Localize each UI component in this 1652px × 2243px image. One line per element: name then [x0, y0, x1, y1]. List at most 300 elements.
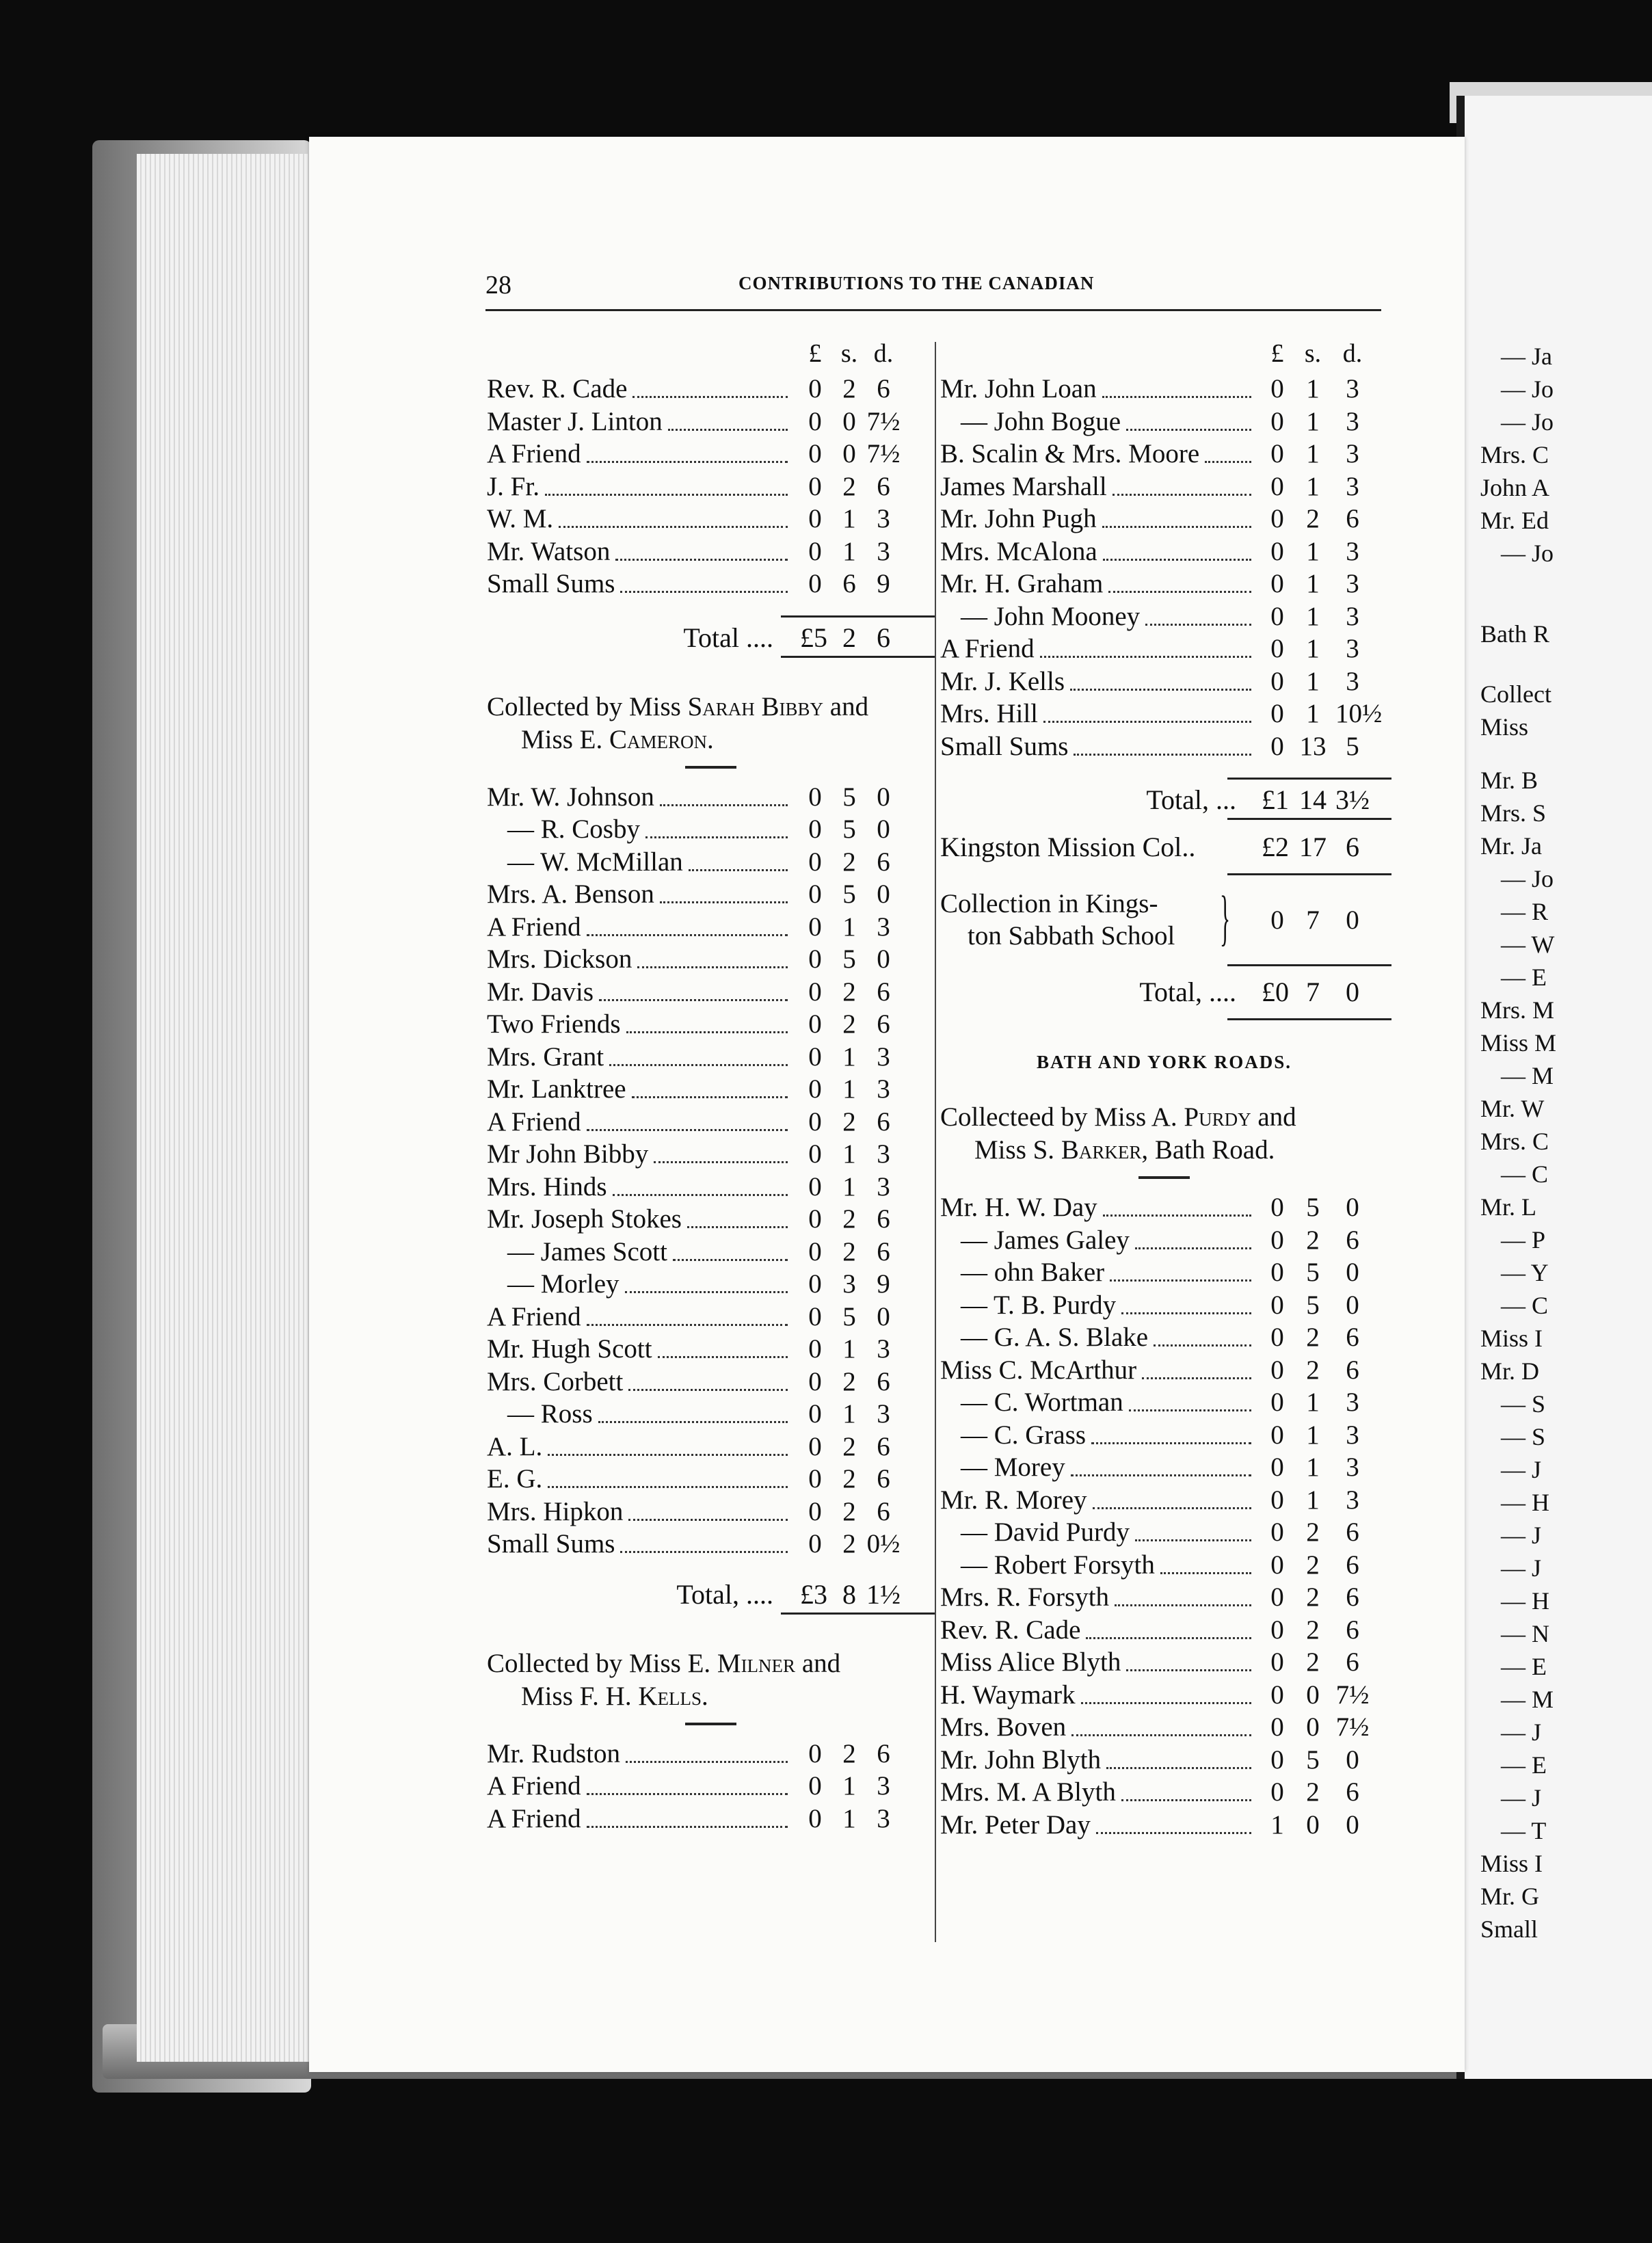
shillings-value: 2 — [842, 1204, 856, 1234]
contributor-name: — John Mooney — [961, 601, 1141, 631]
contributor-name: Two Friends — [487, 1009, 621, 1039]
facing-page-line: — Jo — [1501, 375, 1554, 403]
shillings-value: 2 — [1306, 1777, 1320, 1807]
pounds-value: 0 — [808, 814, 822, 844]
pence-value: 6 — [877, 847, 890, 877]
total-pence: 0 — [1346, 977, 1359, 1007]
facing-page-line: — S — [1501, 1390, 1546, 1418]
kingston-pence: 6 — [1346, 832, 1359, 862]
facing-page-line: — Jo — [1501, 865, 1554, 892]
contribution-row — [487, 1463, 935, 1496]
contributor-name: Mr. Rudston — [487, 1738, 621, 1768]
heading-pence: d. — [873, 339, 894, 368]
leader-dots — [1142, 1364, 1251, 1379]
shillings-value: 1 — [1306, 601, 1320, 631]
facing-page-line: — E — [1501, 1751, 1547, 1779]
shillings-value: 0 — [842, 406, 856, 436]
shillings-value: 1 — [1306, 1388, 1320, 1417]
shillings-value: 2 — [1306, 1517, 1320, 1547]
pounds-value: 0 — [1270, 1712, 1284, 1742]
pence-value: 3 — [1346, 666, 1359, 696]
pence-value: 3 — [1346, 374, 1359, 403]
pence-value: 6 — [877, 1009, 890, 1039]
pence-value: 9 — [877, 569, 890, 598]
pounds-value: 0 — [1270, 374, 1284, 403]
separator-dash — [685, 1723, 736, 1725]
leader-dots — [1102, 382, 1251, 398]
shillings-value: 0 — [842, 439, 856, 468]
contributor-name: James Marshall — [940, 471, 1107, 501]
leader-dots — [673, 1245, 788, 1261]
collector-text: Miss E. — [521, 724, 609, 754]
pounds-value: 0 — [1270, 536, 1284, 566]
contributor-name: — Robert Forsyth — [961, 1550, 1155, 1580]
pence-value: 3 — [877, 1074, 890, 1104]
leader-dots — [598, 1407, 788, 1423]
leader-dots — [632, 382, 788, 398]
shillings-value: 2 — [842, 1366, 856, 1396]
contributor-name: Small Sums — [487, 1529, 615, 1558]
contribution-row — [487, 1268, 935, 1301]
brace-glyph: } — [1220, 884, 1231, 952]
leader-dots — [1081, 1688, 1251, 1704]
contributor-name: Mr. R. Morey — [940, 1485, 1087, 1515]
facing-page — [1456, 96, 1652, 2079]
pounds-value: 0 — [808, 1496, 822, 1526]
contributor-name: Mrs. R. Forsyth — [940, 1582, 1110, 1612]
collector-text: Miss F. H. — [521, 1681, 639, 1711]
contributor-name: — T. B. Purdy — [961, 1290, 1117, 1320]
pence-value: 3 — [1346, 536, 1359, 566]
leader-dots — [1108, 577, 1251, 593]
contributor-name: J. Fr. — [487, 471, 539, 501]
shillings-value: 1 — [842, 912, 856, 942]
pence-value: 3 — [877, 912, 890, 942]
collector-text: Collecteed by Miss A. — [940, 1102, 1184, 1132]
shillings-value: 5 — [842, 814, 856, 844]
pence-value: 6 — [1346, 1582, 1359, 1612]
shillings-value: 0 — [1306, 1809, 1320, 1840]
pence-value: 3 — [877, 1171, 890, 1202]
pounds-value: 0 — [1270, 1225, 1284, 1255]
contribution-row — [487, 406, 935, 438]
pounds-value: 0 — [808, 1041, 822, 1072]
shillings-value: 1 — [1306, 471, 1320, 501]
facing-page-line: — S — [1501, 1423, 1546, 1450]
pounds-value: 0 — [808, 1366, 822, 1396]
contribution-row — [940, 568, 1388, 600]
kingston-row — [940, 829, 1388, 865]
contributor-name: — John Bogue — [961, 406, 1121, 436]
contribution-row — [487, 1366, 935, 1398]
contribution-row — [487, 1496, 935, 1528]
facing-page-line: Mr. D — [1480, 1357, 1540, 1385]
shillings-value: 3 — [842, 1269, 856, 1299]
facing-page-line: — W — [1501, 931, 1555, 958]
contribution-row — [487, 846, 935, 879]
contributor-name: Miss C. McArthur — [940, 1355, 1137, 1385]
shillings-value: 2 — [1306, 504, 1320, 533]
collector-heading — [940, 1101, 1388, 1167]
shillings-value: 5 — [1306, 1258, 1320, 1287]
contributor-name: Mr. W. Johnson — [487, 782, 654, 812]
leader-dots — [1040, 642, 1251, 658]
left-column — [487, 339, 935, 1835]
contributor-name: W. M. — [487, 504, 554, 533]
pounds-value: 0 — [808, 1529, 822, 1558]
pence-value: 3 — [877, 1771, 890, 1801]
shillings-value: 5 — [842, 1301, 856, 1331]
separator-dash — [685, 766, 736, 769]
contribution-row — [487, 470, 935, 503]
contribution-row — [487, 1203, 935, 1236]
contributor-name: A Friend — [487, 912, 581, 942]
shillings-value: 1 — [1306, 569, 1320, 598]
subtotal-row — [487, 620, 935, 656]
leader-dots — [668, 415, 788, 431]
contributor-name: A Friend — [487, 1771, 581, 1801]
contribution-row — [487, 1738, 935, 1770]
leader-dots — [1205, 447, 1251, 463]
shillings-value: 5 — [842, 944, 856, 974]
contribution-row — [940, 1354, 1388, 1387]
contributor-name: Mr. John Loan — [940, 374, 1097, 403]
leader-dots — [1121, 1786, 1251, 1801]
leader-dots — [654, 1147, 788, 1163]
contributor-name: Mrs. Hill — [940, 699, 1039, 728]
contribution-row — [940, 1419, 1388, 1452]
subtotal-row — [487, 1577, 935, 1612]
contribution-list — [487, 781, 935, 1561]
leader-dots — [587, 920, 788, 936]
contribution-list — [940, 373, 1388, 762]
pence-value: 3 — [1346, 1420, 1359, 1450]
pence-value: 7½ — [1335, 1712, 1370, 1742]
pence-value: 5 — [1346, 731, 1359, 761]
facing-page-line: Mr. B — [1480, 767, 1538, 794]
pence-value: 3 — [1346, 569, 1359, 598]
kingston-shillings: 17 — [1299, 832, 1327, 862]
pence-value: 6 — [1346, 1517, 1359, 1547]
pence-value: 6 — [877, 471, 890, 501]
collector-text: and — [823, 691, 869, 721]
contributor-name: A Friend — [487, 1301, 581, 1331]
shillings-value: 1 — [1306, 666, 1320, 696]
total-shillings: 8 — [842, 1578, 856, 1610]
leader-dots — [1121, 1299, 1251, 1314]
contribution-row — [940, 1646, 1388, 1679]
shillings-value: 1 — [1306, 699, 1320, 728]
facing-page-line: — C — [1501, 1292, 1549, 1319]
shillings-value: 2 — [842, 977, 856, 1007]
leader-dots — [609, 1050, 788, 1066]
shillings-value: 1 — [1306, 634, 1320, 663]
leader-dots — [658, 1342, 788, 1358]
total-pounds: £0 — [1262, 977, 1289, 1007]
contributor-name: Rev. R. Cade — [940, 1615, 1081, 1645]
pounds-value: 0 — [1270, 1582, 1284, 1612]
leader-dots — [1096, 1818, 1251, 1834]
shillings-value: 2 — [842, 847, 856, 877]
pounds-value: 0 — [1270, 1680, 1284, 1710]
contribution-row — [487, 568, 935, 600]
contribution-row — [487, 781, 935, 814]
pence-value: 3 — [1346, 601, 1359, 631]
leader-dots — [620, 1537, 788, 1553]
pence-value: 6 — [877, 1236, 890, 1266]
facing-page-line: Mr. W — [1480, 1095, 1545, 1122]
pence-value: 0 — [877, 1301, 890, 1331]
pounds-value: 0 — [1270, 1550, 1284, 1580]
pence-value: 6 — [1346, 1550, 1359, 1580]
pounds-value: 0 — [808, 782, 822, 812]
contributor-name: Mr. Joseph Stokes — [487, 1204, 682, 1234]
leader-dots — [1145, 610, 1251, 626]
facing-page-line: Small — [1480, 1915, 1538, 1943]
leader-dots — [1093, 1494, 1251, 1509]
pounds-value: 0 — [808, 912, 822, 942]
pounds-value: 0 — [808, 1074, 822, 1104]
shillings-value: 1 — [842, 1803, 856, 1833]
pounds-value: 0 — [808, 406, 822, 436]
column-divider — [935, 342, 936, 1942]
contributor-name: Mrs. Corbett — [487, 1366, 624, 1396]
shillings-value: 1 — [1306, 1452, 1320, 1482]
pence-value: 9 — [877, 1269, 890, 1299]
header-rule — [485, 309, 1381, 311]
pounds-value: 0 — [808, 1301, 822, 1331]
facing-page-line: — J — [1501, 1784, 1542, 1811]
contribution-row — [940, 1679, 1388, 1712]
contributor-name: A Friend — [940, 634, 1035, 663]
contributor-name: — ohn Baker — [961, 1258, 1105, 1287]
contributor-name: — Morey — [961, 1452, 1065, 1482]
contributor-name: Mrs. Hipkon — [487, 1496, 624, 1526]
pence-value: 6 — [1346, 1323, 1359, 1352]
collector-heading — [487, 1647, 935, 1713]
pounds-value: 0 — [808, 1431, 822, 1461]
shillings-value: 1 — [842, 536, 856, 566]
shillings-value: 2 — [842, 1529, 856, 1558]
pence-value: 3 — [877, 1334, 890, 1364]
collector-heading — [487, 691, 935, 756]
shillings-value: 5 — [1306, 1193, 1320, 1222]
pence-value: 6 — [877, 977, 890, 1007]
shillings-value: 1 — [842, 504, 856, 533]
collector-text: and — [795, 1648, 841, 1678]
collector-name: Milner — [717, 1648, 796, 1678]
contributor-name: Mr. John Pugh — [940, 504, 1097, 533]
shillings-value: 6 — [842, 569, 856, 598]
leader-dots — [599, 985, 788, 1001]
pence-value: 3 — [877, 1399, 890, 1429]
contribution-row — [940, 1809, 1388, 1842]
contributor-name: Mr. H. W. Day — [940, 1193, 1097, 1222]
contribution-row — [940, 1289, 1388, 1322]
contribution-row — [487, 1073, 935, 1106]
pence-value: 0 — [877, 814, 890, 844]
leader-dots — [620, 577, 788, 593]
heading-shillings: s. — [1304, 339, 1322, 368]
contributor-name: A Friend — [487, 1803, 581, 1833]
leader-dots — [1110, 1266, 1251, 1282]
total-pounds: £3 — [800, 1578, 827, 1610]
contribution-row — [487, 1431, 935, 1463]
heading-pounds: £ — [1270, 339, 1284, 368]
leader-dots — [559, 512, 788, 528]
contribution-row — [487, 976, 935, 1009]
pence-value: 3 — [1346, 1485, 1359, 1515]
pounds-value: 0 — [808, 1464, 822, 1494]
shillings-value: 1 — [842, 1771, 856, 1801]
pence-value: 3 — [877, 1139, 890, 1169]
pence-value: 6 — [1346, 1647, 1359, 1677]
contribution-list — [487, 373, 935, 600]
contribution-row — [940, 600, 1388, 633]
pounds-value: 0 — [808, 569, 822, 598]
contribution-row — [487, 503, 935, 535]
shillings-value: 1 — [842, 1139, 856, 1169]
facing-page-line: — R — [1501, 898, 1549, 925]
total-pence: 3½ — [1335, 784, 1370, 815]
pence-value: 6 — [877, 1204, 890, 1234]
facing-page-line: John A — [1480, 474, 1550, 501]
shillings-value: 1 — [1306, 374, 1320, 403]
pounds-value: 0 — [808, 977, 822, 1007]
collector-name: Sarah Bibby — [687, 691, 824, 721]
pence-value: 0 — [1346, 1258, 1359, 1287]
contributor-name: Mr. John Blyth — [940, 1744, 1102, 1775]
pounds-value: 0 — [808, 1738, 822, 1768]
pence-value: 6 — [1346, 1225, 1359, 1255]
leader-dots — [637, 953, 788, 968]
collector-text: Collected by Miss — [487, 691, 688, 721]
pounds-value: 0 — [1270, 634, 1284, 663]
leader-dots — [687, 1212, 788, 1228]
pounds-value: 0 — [808, 504, 822, 533]
subtotal-row — [940, 974, 1388, 1010]
facing-page-line: Mrs. S — [1480, 799, 1547, 827]
total-label: Total, .... — [1139, 977, 1236, 1007]
contribution-row — [487, 813, 935, 846]
collector-name: Purdy — [1184, 1102, 1251, 1132]
leader-dots — [1113, 480, 1251, 496]
contribution-list — [940, 1191, 1388, 1841]
pounds-value: 0 — [808, 374, 822, 403]
sabbath-pence: 0 — [1346, 905, 1359, 935]
pounds-value: 0 — [808, 1803, 822, 1833]
contributor-name: — R. Cosby — [507, 814, 640, 844]
collector-text: and — [1251, 1102, 1296, 1132]
kingston-pounds: £2 — [1262, 832, 1289, 862]
contribution-row — [487, 1770, 935, 1803]
shillings-value: 1 — [1306, 536, 1320, 566]
pence-value: 7½ — [1335, 1680, 1370, 1710]
pence-value: 0 — [1346, 1193, 1359, 1222]
column-headings — [487, 339, 935, 373]
facing-page-line: — J — [1501, 1554, 1542, 1582]
contribution-row — [940, 470, 1388, 503]
contribution-row — [487, 1301, 935, 1333]
contribution-row — [940, 1224, 1388, 1257]
pounds-value: 0 — [1270, 1420, 1284, 1450]
contributor-name: — G. A. S. Blake — [961, 1323, 1149, 1352]
pence-value: 0½ — [866, 1529, 901, 1558]
shillings-value: 5 — [1306, 1290, 1320, 1320]
pounds-value: 0 — [808, 879, 822, 909]
contribution-row — [940, 1386, 1388, 1419]
pounds-value: 0 — [808, 536, 822, 566]
contributor-name: — Ross — [507, 1399, 593, 1429]
shillings-value: 1 — [842, 1171, 856, 1202]
leader-dots — [1135, 1234, 1251, 1249]
contribution-row — [487, 1333, 935, 1366]
contribution-row — [940, 665, 1388, 698]
contributor-name: Master J. Linton — [487, 406, 663, 436]
pounds-value: 0 — [808, 1269, 822, 1299]
facing-page-line: — E — [1501, 964, 1547, 991]
shillings-value: 1 — [842, 1399, 856, 1429]
shillings-value: 2 — [1306, 1355, 1320, 1385]
leader-dots — [548, 1440, 788, 1456]
pence-value: 6 — [877, 374, 890, 403]
shillings-value: 1 — [1306, 439, 1320, 468]
contributor-name: — C. Grass — [961, 1420, 1087, 1450]
collector-text: Collected by Miss E. — [487, 1648, 717, 1678]
shillings-value: 2 — [1306, 1323, 1320, 1352]
contribution-row — [487, 1008, 935, 1041]
contributor-name: Mr. J. Kells — [940, 666, 1065, 696]
contribution-row — [940, 1744, 1388, 1777]
contribution-row — [487, 1106, 935, 1139]
pounds-value: 0 — [1270, 699, 1284, 728]
pence-value: 10½ — [1335, 699, 1383, 728]
leader-dots — [660, 888, 788, 903]
contributor-name: Rev. R. Cade — [487, 374, 628, 403]
pence-value: 3 — [1346, 439, 1359, 468]
pounds-value: 0 — [808, 1771, 822, 1801]
total-pence: 6 — [877, 622, 890, 653]
column-headings — [940, 339, 1388, 373]
leader-dots — [1106, 1753, 1251, 1769]
facing-page-line: Miss M — [1480, 1029, 1557, 1057]
contribution-row — [487, 878, 935, 911]
pence-value: 6 — [1346, 504, 1359, 533]
pounds-value: 0 — [1270, 1647, 1284, 1677]
shillings-value: 2 — [842, 374, 856, 403]
leader-dots — [613, 1180, 788, 1196]
contributor-name: Mrs. M. A Blyth — [940, 1777, 1116, 1807]
contribution-row — [940, 1451, 1388, 1484]
shillings-value: 5 — [842, 879, 856, 909]
facing-page-line: Miss I — [1480, 1850, 1543, 1877]
pence-value: 3 — [877, 1803, 890, 1833]
pounds-value: 0 — [808, 1204, 822, 1234]
pounds-value: 0 — [808, 1139, 822, 1169]
shillings-value: 2 — [1306, 1582, 1320, 1612]
leader-dots — [1086, 1623, 1251, 1639]
shillings-value: 2 — [1306, 1615, 1320, 1645]
collector-name: Barker — [1061, 1135, 1142, 1165]
contribution-row — [940, 1484, 1388, 1517]
shillings-value: 2 — [842, 1464, 856, 1494]
pence-value: 6 — [877, 1464, 890, 1494]
pounds-value: 0 — [808, 1399, 822, 1429]
pounds-value: 0 — [1270, 1744, 1284, 1775]
shillings-value: 1 — [842, 1041, 856, 1072]
contribution-row — [940, 1516, 1388, 1549]
pounds-value: 0 — [1270, 406, 1284, 436]
